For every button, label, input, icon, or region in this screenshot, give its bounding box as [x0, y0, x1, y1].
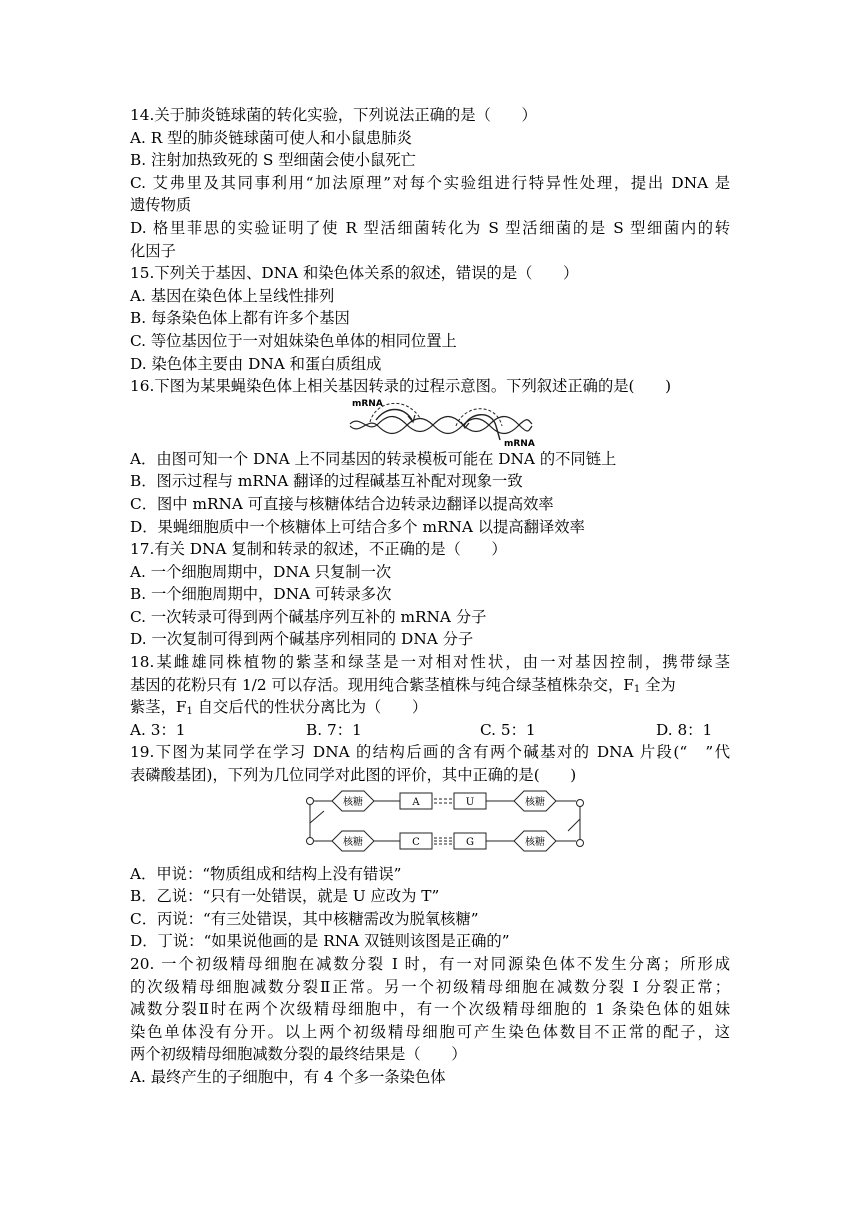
base-label-a: A — [412, 796, 420, 808]
q16-option-b: B．图示过程与 mRNA 翻译的过程碱基互补配对现象一致 — [130, 472, 523, 491]
q15-option-a: A. 基因在染色体上呈线性排列 — [130, 286, 335, 305]
q18-option-c: C. 5：1 — [480, 720, 536, 739]
q19-option-b: B．乙说：“只有一处错误，就是 U 应改为 T” — [130, 887, 440, 906]
q19-option-c: C．丙说：“有三处错误，其中核糖需改为脱氧核糖” — [130, 909, 479, 928]
dna-fragment-diagram — [302, 789, 592, 861]
q17-stem: 17.有关 DNA 复制和转录的叙述，不正确的是（ ） — [130, 540, 507, 559]
q16-option-d: D．果蝇细胞质中一个核糖体上可结合多个 mRNA 以提高翻译效率 — [130, 517, 585, 536]
q19-option-d: D．丁说：“如果说他画的是 RNA 双链则该图是正确的” — [130, 932, 510, 951]
base-label-c: C — [412, 836, 420, 848]
q18-stem-line3 — [130, 696, 730, 719]
q17-option-d: D. 一次复制可得到两个碱基序列相同的 DNA 分子 — [130, 630, 474, 649]
q14-option-a: A. R 型的肺炎链球菌可使人和小鼠患肺炎 — [130, 128, 412, 147]
q18-line2-end: 全为 — [640, 675, 676, 694]
transcription-diagram — [346, 396, 536, 448]
q14-option-c-line1: C. 艾弗里及其同事利用“加法原理”对每个实验组进行特异性处理，提出 DNA 是 — [130, 173, 730, 192]
q14-stem: 14.关于肺炎链球菌的转化实验，下列说法正确的是（ ） — [130, 106, 537, 124]
q20-stem-line2: 的次级精母细胞减数分裂Ⅱ正常。另一个初级精母细胞在减数分裂 I 分裂正常； — [130, 977, 730, 996]
q14-option-c-line2: 遗传物质 — [130, 196, 192, 215]
q14-option-d-line1: D. 格里菲思的实验证明了使 R 型活细菌转化为 S 型活细菌的是 S 型细菌内的转 — [130, 218, 730, 237]
q14-option-b: B. 注射加热致死的 S 型细菌会使小鼠死亡 — [130, 151, 416, 170]
q19-option-a: A．甲说：“物质组成和结构上没有错误” — [130, 864, 402, 883]
q18-options — [130, 719, 730, 742]
dna-fragment-figure — [130, 787, 730, 863]
q18-option-a: A. 3：1 — [130, 720, 186, 739]
q14-option-d-line2: 化因子 — [130, 241, 176, 260]
q20-stem-line4: 染色单体没有分开。以上两个初级精母细胞可产生染色体数目不正常的配子，这 — [130, 1022, 730, 1041]
q19-stem-line1: 19.下图为某同学在学习 DNA 的结构后画的含有两个碱基对的 DNA 片段(“ ”代 — [130, 743, 730, 762]
q16-option-a: A．由图可知一个 DNA 上不同基因的转录模板可能在 DNA 的不同链上 — [130, 449, 617, 468]
q20-option-a: A. 最终产生的子细胞中，有 4 个多一条染色体 — [130, 1067, 446, 1086]
q18-line3-subscript: 1 — [186, 706, 193, 718]
base-label-g: G — [466, 836, 474, 848]
q18-stem-line1: 18.某雌雄同株植物的紫茎和绿茎是一对相对性状，由一对基因控制，携带绿茎 — [130, 653, 730, 672]
q19-stem-line2: 表磷酸基团)，下列为几位同学对此图的评价，其中正确的是( ) — [130, 766, 577, 785]
transcription-figure — [130, 398, 730, 448]
q18-line2-subscript: 1 — [633, 683, 641, 695]
fig-label-mrna-bottom: mRNA — [504, 438, 535, 448]
q15-stem: 15.下列关于基因、DNA 和染色体关系的叙述，错误的是（ ） — [130, 264, 579, 283]
q17-option-b: B. 一个细胞周期中，DNA 可转录多次 — [130, 585, 392, 604]
q18-option-b: B. 7：1 — [306, 720, 362, 739]
q16-option-c: C．图中 mRNA 可直接与核糖体结合边转录边翻译以提高效率 — [130, 494, 554, 513]
q20-stem-line1: 20. 一个初级精母细胞在减数分裂 I 时，有一对同源染色体不发生分离；所形成 — [130, 955, 730, 973]
sugar-label-3: 核糖 — [525, 796, 545, 808]
sugar-label-4: 核糖 — [525, 836, 545, 848]
q20-stem-line3: 减数分裂Ⅱ时在两个次级精母细胞中，有一个次级精母细胞的 1 条染色体的姐妹 — [130, 1000, 730, 1019]
q17-option-c: C. 一次转录可得到两个碱基序列互补的 mRNA 分子 — [130, 607, 487, 626]
q15-option-b: B. 每条染色体上都有许多个基因 — [130, 309, 350, 328]
q18-line3-pre: 紫茎，F — [130, 698, 187, 717]
exam-page — [130, 104, 730, 1089]
sugar-label-1: 核糖 — [343, 796, 363, 808]
q17-option-a: A. 一个细胞周期中，DNA 只复制一次 — [130, 562, 392, 581]
q18-stem-line2 — [130, 674, 730, 697]
base-label-u: U — [465, 796, 475, 808]
q18-line3-end: 自交后代的性状分离比为（ ） — [192, 698, 428, 717]
q20-stem-line5: 两个初级精母细胞减数分裂的最终结果是（ ） — [130, 1045, 467, 1064]
q18-option-d: D. 8：1 — [656, 720, 713, 739]
fig-label-mrna-top: mRNA — [352, 398, 383, 409]
sugar-label-2: 核糖 — [343, 836, 363, 848]
q15-option-c: C. 等位基因位于一对姐妹染色单体的相同位置上 — [130, 331, 457, 350]
q15-option-d: D. 染色体主要由 DNA 和蛋白质组成 — [130, 354, 382, 373]
q16-stem: 16.下图为某果蝇染色体上相关基因转录的过程示意图。下列叙述正确的是( ) — [130, 377, 672, 396]
q18-line2-text: 基因的花粉只有 1/2 可以存活。现用纯合紫茎植株与纯合绿茎植株杂交，F — [130, 675, 634, 694]
